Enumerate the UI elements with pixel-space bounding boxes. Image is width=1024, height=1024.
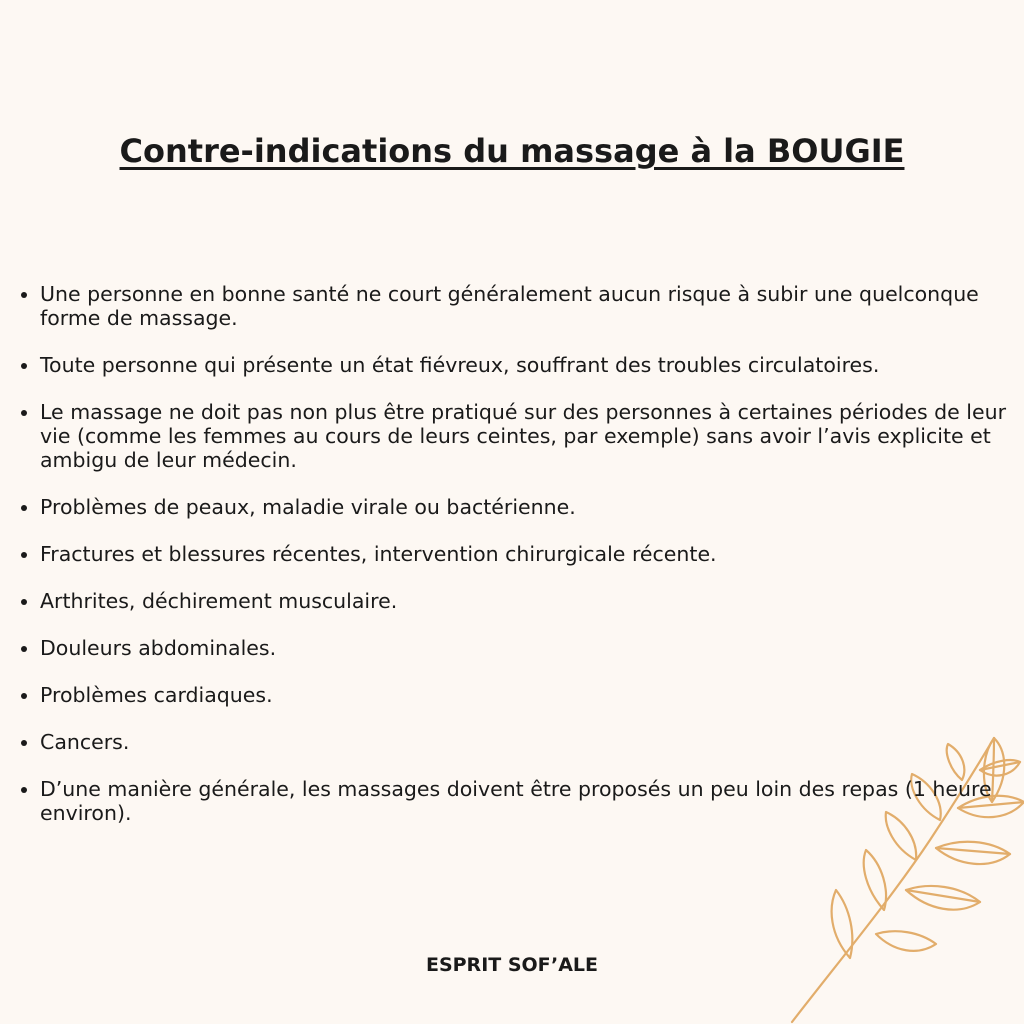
list-item — [40, 282, 1020, 330]
list-item-text: Cancers. — [40, 730, 130, 754]
list-item — [40, 730, 1020, 754]
page-title-text: Contre-indications du massage à la BOUGIE — [119, 132, 905, 170]
bullet-icon — [21, 646, 27, 652]
list-item — [40, 589, 1020, 613]
bullet-icon — [21, 552, 27, 558]
list-item-text: Fractures et blessures récentes, intervention chirurgicale récente. — [40, 542, 717, 566]
page-title — [0, 132, 1024, 170]
list-item-text: Une personne en bonne santé ne court généralement aucun risque à subir une quelconque forme de massage. — [40, 282, 979, 330]
list-item — [40, 636, 1020, 660]
bullet-icon — [21, 292, 27, 298]
bullet-icon — [21, 693, 27, 699]
list-item — [40, 683, 1020, 707]
bullet-icon — [21, 505, 27, 511]
signature: ESPRIT SOF’ALE — [425, 954, 599, 976]
bullet-icon — [21, 363, 27, 369]
bullet-icon — [21, 740, 27, 746]
bullet-icon — [21, 599, 27, 605]
list-item — [40, 400, 1020, 472]
bullet-icon — [21, 787, 27, 793]
list-item — [40, 542, 1020, 566]
list-item — [40, 495, 1020, 519]
list-item-text: Douleurs abdominales. — [40, 636, 277, 660]
list-item-text: Problèmes cardiaques. — [40, 683, 273, 707]
list-item-text: Toute personne qui présente un état fiévreux, souffrant des troubles circulatoires. — [40, 353, 880, 377]
list-item-text: D’une manière générale, les massages doivent être proposés un peu loin des repas (1 heure environ). — [40, 777, 992, 825]
list-item-text: Arthrites, déchirement musculaire. — [40, 589, 398, 613]
list-item — [40, 353, 1020, 377]
list-item-text: Le massage ne doit pas non plus être pratiqué sur des personnes à certaines périodes de leur vie (comme les femmes au cours de leurs ceintes, par exemple) sans avoir l’avis explicite et ambigu de leur médecin. — [40, 400, 1007, 472]
bullet-icon — [21, 410, 27, 416]
list-item-text: Problèmes de peaux, maladie virale ou bactérienne. — [40, 495, 576, 519]
contraindications-list — [40, 282, 1020, 848]
list-item — [40, 777, 1020, 825]
